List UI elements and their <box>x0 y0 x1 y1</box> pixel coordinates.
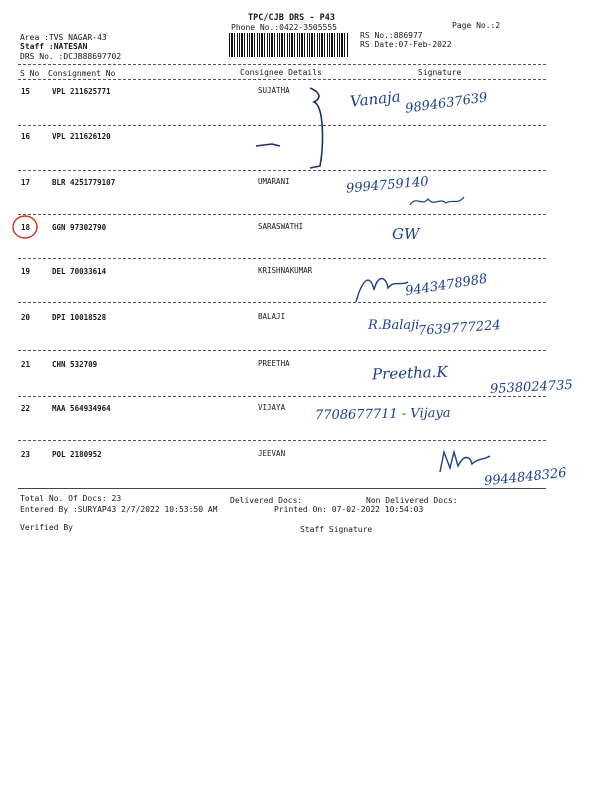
row-sno: 23 <box>21 450 31 459</box>
verified-by: Verified By <box>20 523 73 532</box>
handwritten-mark-18: GW <box>392 225 420 243</box>
col-sno: S No <box>20 69 40 78</box>
row-consignment: VPL 211626120 <box>52 132 111 141</box>
handwritten-text-22: 7708677711 - Vijaya <box>314 405 451 424</box>
row-consignment: POL 2180952 <box>52 450 102 459</box>
header-divider-bottom <box>18 79 546 80</box>
area: Area :TVS NAGAR-43 <box>20 33 107 42</box>
row-consignment: BLR 4251779107 <box>52 178 116 187</box>
row-consignee: VIJAYA <box>258 403 286 412</box>
row-consignment: DPI 10018528 <box>52 313 107 322</box>
handwritten-phone-19: 9443478988 <box>404 271 489 300</box>
row-consignment: DEL 70033614 <box>52 267 107 276</box>
header-divider-top <box>18 64 546 65</box>
col-consignment: Consignment No <box>48 69 116 78</box>
entered-by: Entered By :SURYAP43 2/7/2022 10:53:50 AM <box>20 505 218 514</box>
signature-row-17 <box>408 193 468 211</box>
row-sno: 15 <box>21 87 31 96</box>
row-consignee: SARASWATHI <box>258 222 304 231</box>
circle-mark-icon <box>10 212 40 242</box>
row-sno: 18 <box>21 223 31 232</box>
handwritten-phone-21: 9538024735 <box>489 377 574 398</box>
row-consignment: MAA 564934964 <box>52 404 111 413</box>
row-consignee: PREETHA <box>258 359 290 368</box>
page-number: Page No.:2 <box>452 21 501 30</box>
row-sno: 21 <box>21 360 31 369</box>
row-consignee: UMARANI <box>258 177 290 186</box>
row-consignee: KRISHNAKUMAR <box>258 266 313 275</box>
row-consignment: VPL 211625771 <box>52 87 111 96</box>
signature-row-19 <box>352 270 412 308</box>
signature-row-23 <box>436 446 496 476</box>
table-bottom-line <box>18 488 546 489</box>
phone-number: Phone No.:0422-3505555 <box>231 23 337 32</box>
staff-signature: Staff Signature <box>300 525 373 534</box>
row-consignment: CHN 532709 <box>52 360 98 369</box>
row-divider <box>18 302 546 303</box>
row-sno: 17 <box>21 178 31 187</box>
row-divider <box>18 350 546 351</box>
row-sno: 22 <box>21 404 31 413</box>
row-consignee: BALAJI <box>258 312 286 321</box>
drs-number: DRS No. :DCJB88697702 <box>20 52 122 61</box>
row-consignee: JEEVAN <box>258 449 286 458</box>
row-divider <box>18 440 546 441</box>
handwritten-bracket-icon <box>250 84 340 174</box>
staff: Staff :NATESAN <box>20 42 88 51</box>
row-divider <box>18 396 546 397</box>
row-divider <box>18 214 546 215</box>
col-signature: Signature <box>418 68 462 77</box>
row-sno: 20 <box>21 313 31 322</box>
handwritten-phone-15: 9894637639 <box>404 90 489 117</box>
handwritten-phone-17: 9994759140 <box>345 174 430 197</box>
printed-on: Printed On: 07-02-2022 10:54:03 <box>274 505 424 514</box>
row-divider <box>18 258 546 259</box>
rs-number: RS No.:886977 <box>360 31 423 40</box>
row-sno: 19 <box>21 267 31 276</box>
row-consignment: GGN 97302790 <box>52 223 107 232</box>
handwritten-phone-20: 7639777224 <box>417 318 502 339</box>
signature-row-15: Vanaja <box>349 87 402 111</box>
row-consignee: SUJATHA <box>258 86 290 95</box>
handwritten-name-20: R.Balaji <box>368 318 420 333</box>
handwritten-name-21: Preetha.K <box>371 362 448 384</box>
delivered-docs: Delivered Docs: <box>230 496 303 505</box>
col-consignee: Consignee Details <box>240 68 322 77</box>
row-sno: 16 <box>21 132 31 141</box>
drs-title: TPC/CJB DRS - P43 <box>248 13 335 23</box>
handwritten-phone-23: 9944848326 <box>483 465 568 490</box>
non-delivered-docs: Non Delivered Docs: <box>366 496 458 505</box>
total-docs: Total No. Of Docs: 23 <box>20 494 122 503</box>
rs-date: RS Date:07-Feb-2022 <box>360 40 452 49</box>
barcode <box>229 33 348 57</box>
